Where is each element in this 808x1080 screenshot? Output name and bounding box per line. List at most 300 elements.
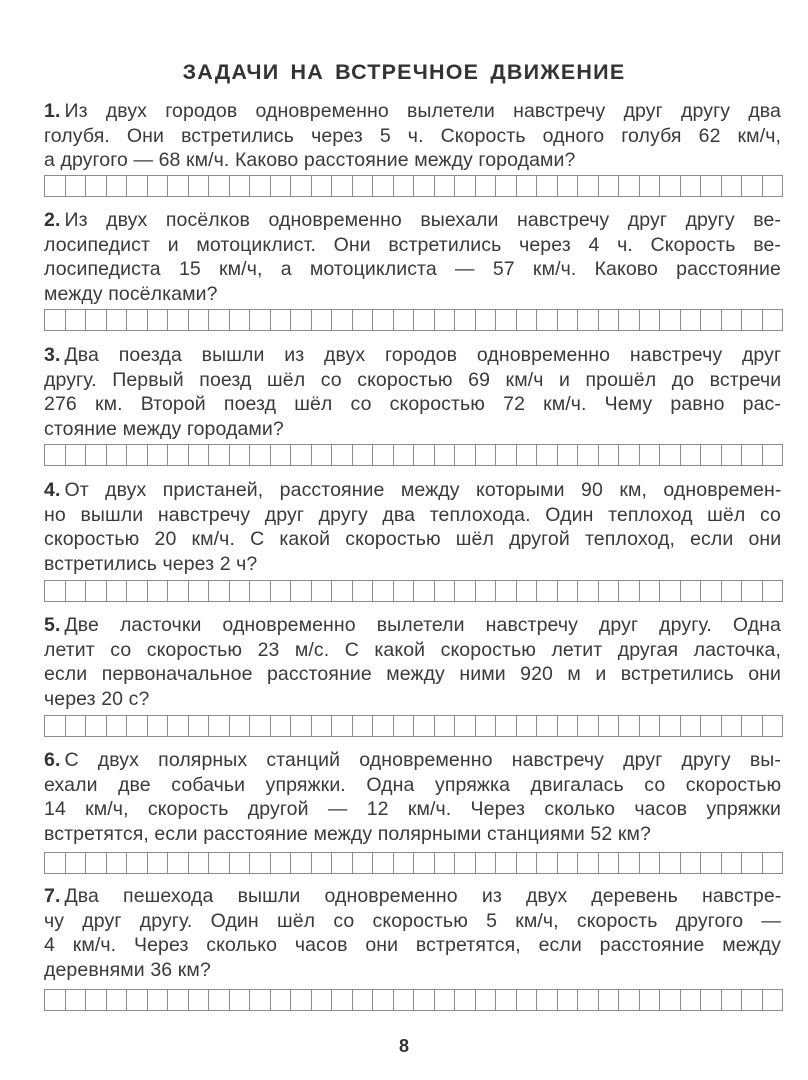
grid-cell[interactable] [660, 990, 681, 1010]
grid-cell[interactable] [455, 716, 476, 736]
grid-cell[interactable] [660, 853, 681, 873]
grid-cell[interactable] [373, 310, 394, 330]
grid-cell[interactable] [209, 581, 230, 601]
page-title: ЗАДАЧИ НА ВСТРЕЧНОЕ ДВИЖЕНИЕ [182, 60, 626, 84]
grid-cell[interactable] [312, 445, 333, 465]
grid-cell[interactable] [517, 581, 538, 601]
grid-cell[interactable] [660, 716, 681, 736]
grid-cell[interactable] [742, 581, 763, 601]
grid-cell[interactable] [291, 581, 312, 601]
grid-cell[interactable] [558, 716, 579, 736]
grid-cell[interactable] [189, 176, 210, 196]
grid-cell[interactable] [373, 445, 394, 465]
grid-cell[interactable] [86, 581, 107, 601]
grid-cell[interactable] [209, 990, 230, 1010]
grid-cell[interactable] [537, 581, 558, 601]
grid-cell[interactable] [496, 853, 517, 873]
grid-cell[interactable] [271, 581, 292, 601]
grid-cell[interactable] [291, 310, 312, 330]
grid-cell[interactable] [107, 853, 128, 873]
grid-cell[interactable] [332, 990, 353, 1010]
grid-cell[interactable] [168, 716, 189, 736]
grid-cell[interactable] [332, 853, 353, 873]
problem-line: а другого — 68 км/ч. Каково расстояние между городами? [44, 149, 576, 171]
grid-cell[interactable] [578, 581, 599, 601]
grid-cell[interactable] [578, 445, 599, 465]
problem-line: лосипедист и мотоциклист. Они встретились через 4 ч. Скорость ве- [44, 233, 781, 256]
grid-cell[interactable] [250, 310, 271, 330]
grid-cell[interactable] [353, 853, 374, 873]
grid-cell[interactable] [127, 716, 148, 736]
grid-cell[interactable] [353, 581, 374, 601]
grid-cell[interactable] [435, 853, 456, 873]
problem-line: летит со скоростью 23 м/с. С какой скоростью летит другая ласточка, [44, 638, 781, 661]
grid-cell[interactable] [517, 853, 538, 873]
grid-cell[interactable] [312, 176, 333, 196]
grid-cell[interactable] [189, 445, 210, 465]
grid-cell[interactable] [476, 581, 497, 601]
page-number: 8 [398, 1036, 409, 1056]
grid-cell[interactable] [742, 176, 763, 196]
grid-cell[interactable] [517, 716, 538, 736]
grid-cell[interactable] [414, 176, 435, 196]
grid-cell[interactable] [578, 310, 599, 330]
grid-cell[interactable] [578, 716, 599, 736]
grid-cell[interactable] [742, 445, 763, 465]
grid-cell[interactable] [271, 445, 292, 465]
problem-number: 4. [44, 479, 61, 501]
grid-cell[interactable] [353, 176, 374, 196]
grid-cell[interactable] [537, 990, 558, 1010]
grid-cell[interactable] [373, 990, 394, 1010]
problem-4 [44, 478, 781, 576]
grid-cell[interactable] [414, 581, 435, 601]
problem-line: ехали две собачьи упряжки. Одна упряжка двигалась со скоростью [44, 773, 782, 796]
grid-cell[interactable] [619, 445, 640, 465]
grid-cell[interactable] [291, 990, 312, 1010]
grid-cell[interactable] [435, 581, 456, 601]
grid-cell[interactable] [189, 581, 210, 601]
grid-cell[interactable] [250, 176, 271, 196]
grid-cell[interactable] [640, 581, 661, 601]
grid-cell[interactable] [435, 990, 456, 1010]
grid-cell[interactable] [66, 176, 87, 196]
grid-cell[interactable] [701, 310, 722, 330]
problem-line: 3. Два поезда вышли из двух городов одновременно навстречу друг [44, 344, 782, 366]
grid-cell[interactable] [148, 990, 169, 1010]
grid-cell[interactable] [640, 445, 661, 465]
grid-cell[interactable] [599, 853, 620, 873]
problem-line: 2. Из двух посёлков одновременно выехали навстречу друг другу ве- [44, 209, 781, 231]
grid-cell[interactable] [742, 853, 763, 873]
grid-cell[interactable] [168, 445, 189, 465]
grid-cell[interactable] [250, 853, 271, 873]
grid-cell[interactable] [86, 716, 107, 736]
problem-line: 14 км/ч, скорость другой — 12 км/ч. Через сколько часов упряжки [44, 798, 781, 820]
grid-cell[interactable] [148, 176, 169, 196]
problem-line: но вышли навстречу друг другу два теплохода. Один теплоход шёл со [44, 503, 781, 526]
problem-line: 4. От двух пристаней, расстояние между которыми 90 км, одновремен- [44, 479, 782, 501]
grid-cell[interactable] [722, 853, 743, 873]
problem-number: 5. [44, 614, 61, 636]
grid-cell[interactable] [476, 310, 497, 330]
grid-cell[interactable] [435, 176, 456, 196]
grid-cell[interactable] [353, 310, 374, 330]
grid-cell[interactable] [209, 176, 230, 196]
grid-cell[interactable] [558, 853, 579, 873]
grid-cell[interactable] [394, 445, 415, 465]
grid-cell[interactable] [742, 716, 763, 736]
grid-cell[interactable] [45, 445, 66, 465]
grid-cell[interactable] [332, 176, 353, 196]
grid-cell[interactable] [701, 716, 722, 736]
grid-cell[interactable] [394, 176, 415, 196]
grid-cell[interactable] [107, 445, 128, 465]
grid-cell[interactable] [742, 310, 763, 330]
grid-cell[interactable] [619, 176, 640, 196]
grid-cell[interactable] [537, 445, 558, 465]
problem-1 [44, 99, 781, 173]
grid-cell[interactable] [107, 716, 128, 736]
problem-line: если первоначальное расстояние между ними 920 м и встретились они [44, 663, 781, 685]
grid-cell[interactable] [558, 445, 579, 465]
grid-cell[interactable] [619, 310, 640, 330]
grid-cell[interactable] [517, 990, 538, 1010]
grid-cell[interactable] [496, 176, 517, 196]
problem-line: деревнями 36 км? [44, 958, 211, 981]
problem-line: скоростью 20 км/ч. С какой скоростью шёл другой теплоход, если они [44, 528, 782, 550]
grid-cell[interactable] [394, 990, 415, 1010]
grid-cell[interactable] [537, 716, 558, 736]
grid-cell[interactable] [681, 581, 702, 601]
grid-cell[interactable] [537, 310, 558, 330]
grid-cell[interactable] [455, 445, 476, 465]
grid-cell[interactable] [45, 176, 66, 196]
answer-grid[interactable] [44, 175, 783, 197]
grid-cell[interactable] [312, 853, 333, 873]
grid-cell[interactable] [209, 310, 230, 330]
answer-grid[interactable] [44, 580, 783, 602]
grid-cell[interactable] [578, 990, 599, 1010]
problem-line: встретились через 2 ч? [44, 552, 258, 575]
grid-cell[interactable] [66, 445, 87, 465]
grid-cell[interactable] [45, 853, 66, 873]
grid-cell[interactable] [45, 990, 66, 1010]
grid-cell[interactable] [435, 716, 456, 736]
grid-cell[interactable] [496, 310, 517, 330]
grid-cell[interactable] [127, 310, 148, 330]
grid-cell[interactable] [578, 853, 599, 873]
grid-cell[interactable] [599, 716, 620, 736]
grid-cell[interactable] [86, 990, 107, 1010]
grid-cell[interactable] [496, 716, 517, 736]
grid-cell[interactable] [148, 853, 169, 873]
grid-cell[interactable] [127, 176, 148, 196]
grid-cell[interactable] [763, 853, 784, 873]
grid-cell[interactable] [168, 310, 189, 330]
grid-cell[interactable] [722, 176, 743, 196]
grid-cell[interactable] [271, 853, 292, 873]
grid-cell[interactable] [373, 581, 394, 601]
grid-cell[interactable] [763, 716, 784, 736]
grid-cell[interactable] [517, 310, 538, 330]
grid-cell[interactable] [660, 176, 681, 196]
grid-cell[interactable] [701, 581, 722, 601]
problem-2 [44, 208, 781, 306]
grid-cell[interactable] [681, 853, 702, 873]
grid-cell[interactable] [476, 853, 497, 873]
grid-cell[interactable] [373, 176, 394, 196]
grid-cell[interactable] [681, 445, 702, 465]
grid-cell[interactable] [619, 853, 640, 873]
grid-cell[interactable] [722, 581, 743, 601]
problem-line: 6. С двух полярных станций одновременно навстречу друг другу вы- [44, 749, 781, 771]
grid-cell[interactable] [373, 853, 394, 873]
grid-cell[interactable] [168, 990, 189, 1010]
grid-cell[interactable] [496, 445, 517, 465]
grid-cell[interactable] [127, 445, 148, 465]
grid-cell[interactable] [312, 310, 333, 330]
grid-cell[interactable] [353, 990, 374, 1010]
grid-cell[interactable] [537, 853, 558, 873]
grid-cell[interactable] [763, 990, 784, 1010]
grid-cell[interactable] [414, 990, 435, 1010]
grid-cell[interactable] [45, 581, 66, 601]
grid-cell[interactable] [496, 990, 517, 1010]
grid-cell[interactable] [209, 853, 230, 873]
grid-cell[interactable] [189, 310, 210, 330]
grid-cell[interactable] [291, 445, 312, 465]
grid-cell[interactable] [558, 310, 579, 330]
answer-grid[interactable] [44, 715, 783, 737]
grid-cell[interactable] [476, 445, 497, 465]
grid-cell[interactable] [455, 990, 476, 1010]
grid-cell[interactable] [681, 990, 702, 1010]
grid-cell[interactable] [250, 716, 271, 736]
grid-cell[interactable] [332, 716, 353, 736]
grid-cell[interactable] [476, 176, 497, 196]
grid-cell[interactable] [435, 445, 456, 465]
grid-cell[interactable] [455, 176, 476, 196]
grid-cell[interactable] [189, 853, 210, 873]
grid-cell[interactable] [722, 445, 743, 465]
grid-cell[interactable] [148, 716, 169, 736]
grid-cell[interactable] [619, 581, 640, 601]
grid-cell[interactable] [127, 581, 148, 601]
grid-cell[interactable] [209, 716, 230, 736]
grid-cell[interactable] [701, 176, 722, 196]
grid-cell[interactable] [107, 310, 128, 330]
grid-cell[interactable] [168, 853, 189, 873]
grid-cell[interactable] [722, 990, 743, 1010]
grid-cell[interactable] [189, 716, 210, 736]
grid-cell[interactable] [455, 853, 476, 873]
grid-cell[interactable] [681, 176, 702, 196]
problem-3 [44, 343, 781, 441]
grid-cell[interactable] [558, 581, 579, 601]
grid-cell[interactable] [763, 581, 784, 601]
grid-cell[interactable] [332, 445, 353, 465]
grid-cell[interactable] [619, 716, 640, 736]
grid-cell[interactable] [517, 445, 538, 465]
grid-cell[interactable] [86, 445, 107, 465]
grid-cell[interactable] [742, 990, 763, 1010]
grid-cell[interactable] [640, 716, 661, 736]
grid-cell[interactable] [558, 176, 579, 196]
grid-cell[interactable] [148, 310, 169, 330]
answer-grid[interactable] [44, 852, 783, 874]
grid-cell[interactable] [86, 310, 107, 330]
grid-cell[interactable] [394, 581, 415, 601]
grid-cell[interactable] [312, 581, 333, 601]
grid-cell[interactable] [291, 853, 312, 873]
problem-line: 276 км. Второй поезд шёл со скоростью 72 км/ч. Чему равно рас- [44, 393, 781, 415]
grid-cell[interactable] [353, 445, 374, 465]
problem-number: 7. [44, 885, 61, 907]
problem-line: чу друг другу. Один шёл со скоростью 5 км/ч, скорость другого — [44, 909, 781, 932]
grid-cell[interactable] [312, 716, 333, 736]
problem-line: лосипедиста 15 км/ч, а мотоциклиста — 57 км/ч. Каково расстояние [44, 258, 781, 280]
grid-cell[interactable] [168, 176, 189, 196]
problem-line: через 20 с? [44, 687, 150, 710]
grid-cell[interactable] [291, 176, 312, 196]
grid-cell[interactable] [558, 990, 579, 1010]
grid-cell[interactable] [271, 310, 292, 330]
grid-cell[interactable] [599, 990, 620, 1010]
grid-cell[interactable] [230, 581, 251, 601]
grid-cell[interactable] [66, 853, 87, 873]
problem-number: 3. [44, 344, 61, 366]
grid-cell[interactable] [394, 310, 415, 330]
grid-cell[interactable] [599, 581, 620, 601]
grid-cell[interactable] [271, 176, 292, 196]
grid-cell[interactable] [640, 853, 661, 873]
grid-cell[interactable] [189, 990, 210, 1010]
grid-cell[interactable] [660, 445, 681, 465]
grid-cell[interactable] [86, 176, 107, 196]
grid-cell[interactable] [435, 310, 456, 330]
problem-number: 1. [44, 100, 61, 122]
grid-cell[interactable] [619, 990, 640, 1010]
problem-number: 6. [44, 749, 61, 771]
problem-line: 7. Два пешехода вышли одновременно из двух деревень навстре- [44, 885, 782, 907]
grid-cell[interactable] [373, 716, 394, 736]
problem-line: встретятся, если расстояние между полярными станциями 52 км? [44, 822, 651, 845]
grid-cell[interactable] [414, 445, 435, 465]
grid-cell[interactable] [148, 581, 169, 601]
grid-cell[interactable] [312, 990, 333, 1010]
grid-cell[interactable] [353, 716, 374, 736]
grid-cell[interactable] [148, 445, 169, 465]
problem-line: другу. Первый поезд шёл со скоростью 69 км/ч и прошёл до встречи [44, 368, 782, 391]
grid-cell[interactable] [271, 990, 292, 1010]
grid-cell[interactable] [640, 990, 661, 1010]
grid-cell[interactable] [414, 853, 435, 873]
grid-cell[interactable] [496, 581, 517, 601]
grid-cell[interactable] [66, 310, 87, 330]
grid-cell[interactable] [332, 310, 353, 330]
grid-cell[interactable] [107, 581, 128, 601]
grid-cell[interactable] [455, 581, 476, 601]
problem-line: 5. Две ласточки одновременно вылетели навстречу друг другу. Одна [44, 614, 781, 636]
grid-cell[interactable] [230, 990, 251, 1010]
grid-cell[interactable] [66, 716, 87, 736]
grid-cell[interactable] [722, 310, 743, 330]
grid-cell[interactable] [640, 176, 661, 196]
grid-cell[interactable] [455, 310, 476, 330]
answer-grid[interactable] [44, 989, 783, 1011]
grid-cell[interactable] [394, 853, 415, 873]
grid-cell[interactable] [230, 716, 251, 736]
grid-cell[interactable] [45, 310, 66, 330]
grid-cell[interactable] [763, 445, 784, 465]
grid-cell[interactable] [45, 716, 66, 736]
problem-6 [44, 748, 781, 846]
grid-cell[interactable] [332, 581, 353, 601]
grid-cell[interactable] [271, 716, 292, 736]
grid-cell[interactable] [414, 310, 435, 330]
problem-5 [44, 613, 781, 711]
grid-cell[interactable] [209, 445, 230, 465]
grid-cell[interactable] [168, 581, 189, 601]
grid-cell[interactable] [701, 990, 722, 1010]
grid-cell[interactable] [127, 990, 148, 1010]
problem-line: стояние между городами? [44, 417, 284, 440]
grid-cell[interactable] [250, 990, 271, 1010]
grid-cell[interactable] [578, 176, 599, 196]
grid-cell[interactable] [763, 176, 784, 196]
grid-cell[interactable] [599, 310, 620, 330]
grid-cell[interactable] [517, 176, 538, 196]
grid-cell[interactable] [250, 581, 271, 601]
grid-cell[interactable] [763, 310, 784, 330]
grid-cell[interactable] [394, 716, 415, 736]
grid-cell[interactable] [476, 716, 497, 736]
grid-cell[interactable] [86, 853, 107, 873]
grid-cell[interactable] [660, 310, 681, 330]
grid-cell[interactable] [599, 176, 620, 196]
grid-cell[interactable] [127, 853, 148, 873]
problem-number: 2. [44, 209, 61, 231]
grid-cell[interactable] [701, 853, 722, 873]
grid-cell[interactable] [230, 445, 251, 465]
grid-cell[interactable] [414, 716, 435, 736]
grid-cell[interactable] [291, 716, 312, 736]
answer-grid[interactable] [44, 444, 783, 466]
grid-cell[interactable] [537, 176, 558, 196]
problem-line: между посёлками? [44, 282, 218, 305]
grid-cell[interactable] [66, 990, 87, 1010]
grid-cell[interactable] [681, 310, 702, 330]
answer-grid[interactable] [44, 309, 783, 331]
grid-cell[interactable] [250, 445, 271, 465]
grid-cell[interactable] [230, 853, 251, 873]
grid-cell[interactable] [599, 445, 620, 465]
grid-cell[interactable] [660, 581, 681, 601]
grid-cell[interactable] [722, 716, 743, 736]
grid-cell[interactable] [701, 445, 722, 465]
grid-cell[interactable] [107, 176, 128, 196]
grid-cell[interactable] [476, 990, 497, 1010]
problem-line: 4 км/ч. Через сколько часов они встретятся, если расстояние между [44, 934, 781, 956]
grid-cell[interactable] [107, 990, 128, 1010]
grid-cell[interactable] [681, 716, 702, 736]
grid-cell[interactable] [640, 310, 661, 330]
grid-cell[interactable] [66, 581, 87, 601]
problem-line: 1. Из двух городов одновременно вылетели навстречу друг другу два [44, 100, 781, 122]
grid-cell[interactable] [230, 310, 251, 330]
grid-cell[interactable] [230, 176, 251, 196]
